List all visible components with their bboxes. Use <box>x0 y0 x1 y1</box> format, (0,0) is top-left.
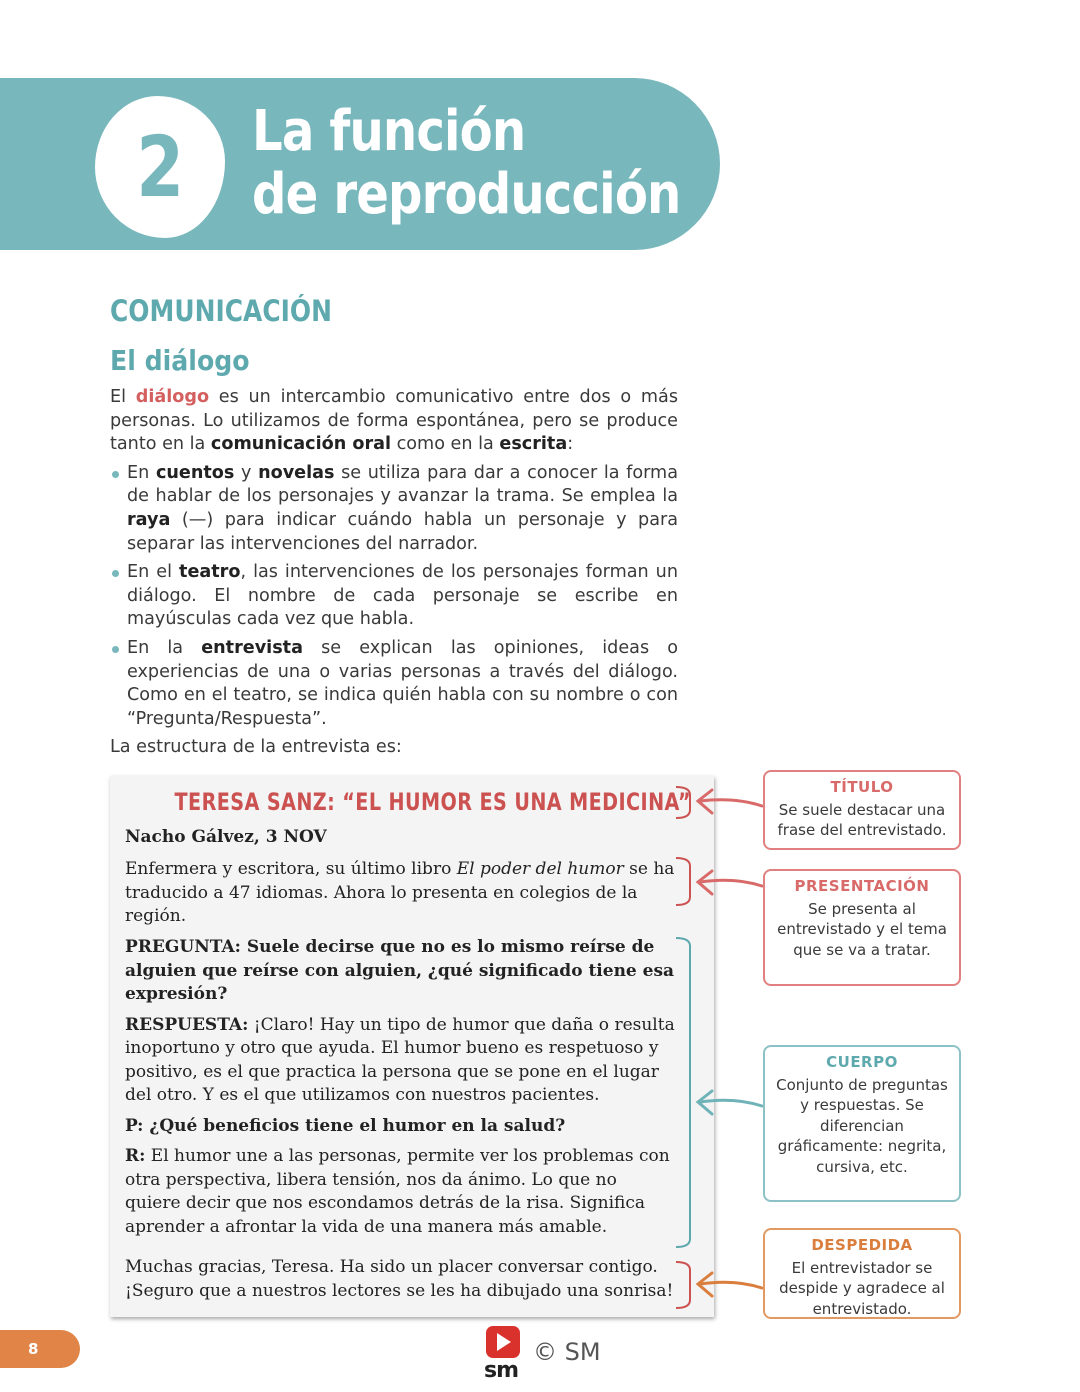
callout-titulo-text: Se suele destacar una frase del entrevistado. <box>777 800 947 839</box>
callout-despedida <box>763 1228 961 1319</box>
structure-intro: La estructura de la entrevista es: <box>110 737 402 758</box>
callout-despedida-label: DESPEDIDA <box>811 1236 913 1254</box>
arrow-presentacion <box>698 871 762 894</box>
answer-2: R: El humor une a las personas, permite ver los problemas con otra perspectiva, libera tensión, nos da ánimo. Lo que no quiere decir que nos escondamos detrás de la risa. Significa aprender a afrontar la vida de una manera más amable. <box>125 1146 670 1237</box>
unit-number: 2 <box>136 118 184 216</box>
intro-paragraph: El diálogo es un intercambio comunicativo entre dos o más personas. Lo utilizamos de forma espontánea, pero se produce tanto en la comunicación oral como en la escrita: <box>110 387 678 455</box>
section-kicker: COMUNICACIÓN <box>110 294 333 328</box>
publisher-name: sm <box>484 1358 519 1383</box>
bullet-teatro: En el teatro, las intervenciones de los personajes forman un diálogo. El nombre de cada personaje se escribe en mayúsculas cada vez que habla. <box>110 561 678 632</box>
interview-closing: Muchas gracias, Teresa. Ha sido un placer conversar contigo. ¡Seguro que a nuestros lectores se les ha dibujado una sonrisa! <box>125 1257 674 1301</box>
book-title: El poder del humor <box>456 859 624 879</box>
arrow-cuerpo <box>698 1091 762 1114</box>
callout-presentacion <box>763 869 961 986</box>
arrow-titulo <box>698 790 762 813</box>
page-number: 8 <box>0 1330 80 1368</box>
callout-presentacion-label: PRESENTACIÓN <box>794 877 930 895</box>
bullet-entrevista: En la entrevista se explican las opiniones, ideas o experiencias de una o varias personas a través del diálogo. Como en el teatro, se indica quién habla con su nombre o con “Pregunta/Respuesta”. <box>110 637 678 731</box>
question-2: P: ¿Qué beneficios tiene el humor en la salud? <box>125 1115 566 1136</box>
callout-despedida-text: El entrevistador se despide y agradece al entrevistado. <box>779 1258 945 1318</box>
bracket-titulo <box>676 787 690 818</box>
sm-logo-icon <box>484 1326 522 1360</box>
callout-titulo-label: TÍTULO <box>830 778 894 796</box>
arrow-despedida <box>698 1273 762 1296</box>
interview-byline: Nacho Gálvez, 3 NOV <box>125 827 327 847</box>
interview-title: TERESA SANZ: “EL HUMOR ES UNA MEDICINA” <box>174 788 692 816</box>
bracket-cuerpo <box>676 938 690 1247</box>
question-1: PREGUNTA: Suele decirse que no es lo mismo reírse de alguien que reírse con alguien, ¿qué significado tiene esa expresión? <box>125 937 675 1004</box>
bracket-presentacion <box>676 858 690 905</box>
callout-cuerpo <box>763 1045 961 1202</box>
bracket-despedida <box>676 1262 690 1308</box>
copyright: © SM <box>533 1338 601 1366</box>
section-title: El diálogo <box>110 344 250 377</box>
callout-titulo <box>763 770 961 850</box>
term-dialogo: diálogo <box>135 387 210 407</box>
callout-cuerpo-text: Conjunto de preguntas y respuestas. Se diferencian gráficamente: negrita, cursiva, etc. <box>776 1075 948 1176</box>
callout-cuerpo-label: CUERPO <box>826 1053 898 1071</box>
callout-presentacion-text: Se presenta al entrevistado y el tema que se va a tratar. <box>777 899 947 959</box>
interview-presentation: Enfermera y escritora, su último libro El poder del humor se ha traducido a 47 idiomas. Ahora lo presenta en colegios de la región. <box>125 859 675 926</box>
bullet-cuentos: En cuentos y novelas se utiliza para dar a conocer la forma de hablar de los personajes y avanzar la trama. Se emplea la raya (—) para indicar cuándo habla un personaje y para separar las intervenciones del narrador. <box>110 462 678 556</box>
unit-title-line1: La función <box>252 99 526 164</box>
answer-1: RESPUESTA: ¡Claro! Hay un tipo de humor que daña o resulta inoportuno y otro que ayuda. El humor bueno es respetuoso y positivo, es el que practica la persona que se pone en el lugar del otro. Y es el que utilizamos con nuestros pacientes. <box>125 1014 675 1105</box>
unit-title-line2: de reproducción <box>252 162 681 227</box>
